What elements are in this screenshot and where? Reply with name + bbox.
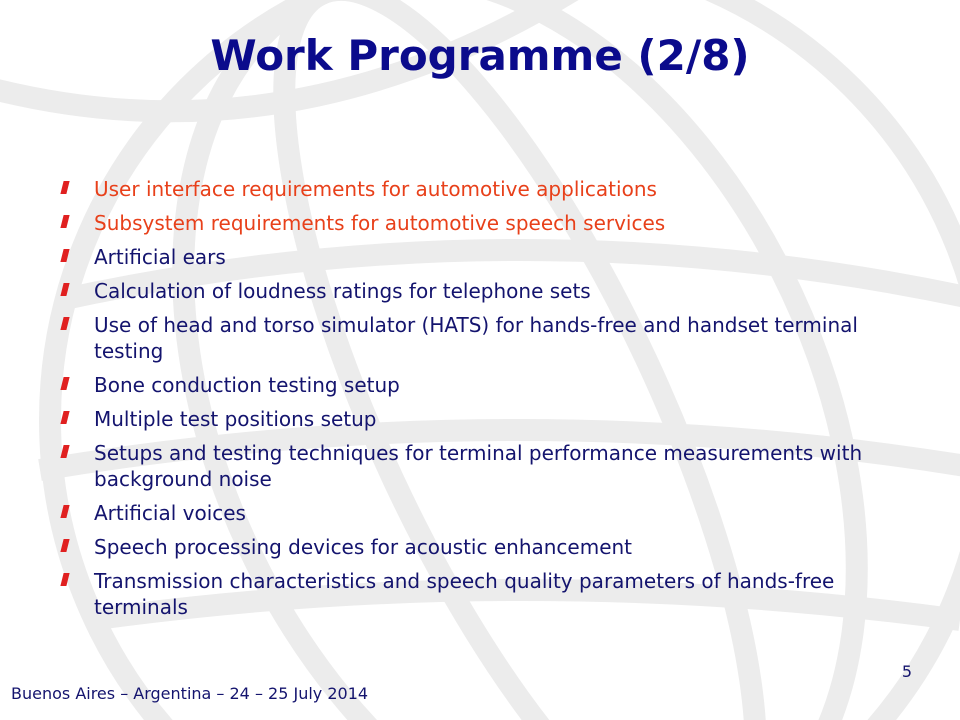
bullet-item (62, 278, 882, 304)
bullet-text: Multiple test positions setup (94, 407, 377, 431)
bullet-item (62, 440, 882, 492)
bullet-marker-icon (60, 215, 69, 228)
bullet-marker-icon (60, 249, 69, 262)
slide-title: Work Programme (2/8) (210, 31, 750, 80)
bullet-text: Bone conduction testing setup (94, 373, 400, 397)
bullet-item (62, 210, 882, 236)
bullet-text: Speech processing devices for acoustic enhancement (94, 535, 633, 559)
page-number: 5 (901, 662, 912, 681)
bullet-marker-icon (60, 181, 69, 194)
bullet-item (62, 500, 882, 526)
bullet-marker-icon (60, 573, 69, 586)
bullet-text: Subsystem requirements for automotive speech services (94, 211, 666, 235)
footer-text: Buenos Aires – Argentina – 24 – 25 July 2014 (11, 684, 369, 703)
bullet-item (62, 176, 882, 202)
bullet-text: Calculation of loudness ratings for telephone sets (94, 279, 591, 303)
bullet-text: Artificial voices (94, 501, 246, 525)
bullet-text: Use of head and torso simulator (HATS) for hands-free and handset terminal testing (94, 313, 858, 363)
bullet-item (62, 568, 882, 620)
bullet-marker-icon (60, 317, 69, 330)
bullet-marker-icon (60, 283, 69, 296)
bullet-item (62, 312, 882, 364)
bullet-marker-icon (60, 445, 69, 458)
bullet-item (62, 372, 882, 398)
bullet-item (62, 534, 882, 560)
bullet-marker-icon (60, 377, 69, 390)
bullet-list (62, 176, 882, 628)
bullet-marker-icon (60, 505, 69, 518)
bullet-item (62, 406, 882, 432)
bullet-marker-icon (60, 539, 69, 552)
bullet-text: User interface requirements for automotive applications (94, 177, 657, 201)
bullet-marker-icon (60, 411, 69, 424)
bullet-text: Transmission characteristics and speech quality parameters of hands-free terminals (94, 569, 835, 619)
bullet-item (62, 244, 882, 270)
bullet-text: Setups and testing techniques for terminal performance measurements with background noise (94, 441, 863, 491)
bullet-text: Artificial ears (94, 245, 226, 269)
